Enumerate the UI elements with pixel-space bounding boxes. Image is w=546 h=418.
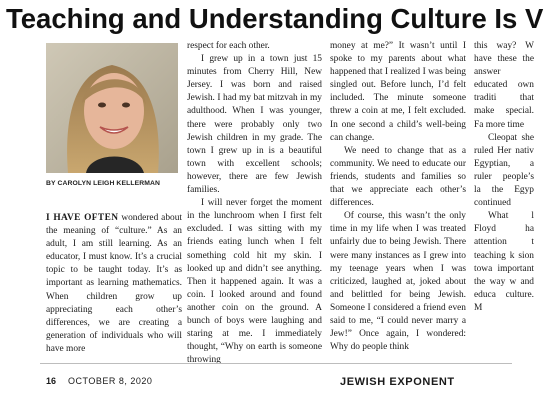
- paragraph: I grew up in a town just 15 minutes from Cherry Hill, New Jersey. I was born and raised Jewish. I had my bat mitzvah in my adulthood. When I was younger, there were probably only two Jewish children in my grade. The town I grew up in is a beautiful town with excellent schools; however, there are few Jewish families.: [187, 54, 322, 196]
- issue-date: OCTOBER 8, 2020: [68, 376, 153, 386]
- paragraph: What l Floyd ha attention t teaching k sion towa important the way w and educa culture. M: [474, 211, 534, 313]
- author-photo: [46, 43, 178, 173]
- article-column-1: [46, 212, 182, 356]
- lead-paragraph-text: wondered about the meaning of “culture.” As an adult, I am still learning. As an educator, I must know. It’s a crucial topic to be taught today. It’s as important as learning mathematics. When children grow up appreciating each other’s differences, we are creating a generation of individuals who will have more: [46, 213, 183, 354]
- paragraph: this way? W have these the answer educated own traditi that make special. Fa more time: [474, 41, 534, 130]
- paragraph: Cleopat she ruled Her nativ Egyptian, a ruler people’s la the Egyp continued: [474, 132, 534, 209]
- paragraph: I will never forget the moment in the lunchroom when I first felt excluded. I was sitting with my friends eating lunch when I felt something cold hit my skin. I looked up and didn’t see anything. Then it happened again. It was a coin. I looked around and found another coin on the ground. A bunch of boys were laughing and staring at me. I immediately thought, “Why on earth is someone throwing: [187, 198, 322, 366]
- footer-rule: [40, 363, 512, 364]
- paragraph: respect for each other.: [187, 41, 270, 51]
- paragraph: money at me?” It wasn’t until I spoke to my parents about what happened that I realized I was being singled out. Before lunch, I’d felt included. The minute someone threw a coin at me, I felt excluded. In one second a child’s well-being can change.: [330, 41, 466, 143]
- article-column-2: [187, 40, 322, 367]
- article-column-3: [330, 40, 466, 354]
- paragraph: We need to change that as a community. We need to educate our friends, students and families so that we appreciate each other’s differences.: [330, 145, 466, 209]
- article-column-4-cropped: [474, 40, 534, 315]
- page-number: 16: [46, 376, 57, 386]
- headline: Teaching and Understanding Culture Is V: [6, 3, 544, 34]
- lead-in-caps: I HAVE OFTEN: [46, 213, 119, 223]
- publication-name: JEWISH EXPONENT: [340, 376, 455, 388]
- byline: BY CAROLYN LEIGH KELLERMAN: [46, 180, 161, 187]
- paragraph: Of course, this wasn’t the only time in my life when I was treated unfairly due to being Jewish. There were many instances as I grew into my teenage years when I was criticized, laughed at, joked about and belittled for being Jewish. Someone I considered a friend even said to me, “I could never marry a Jew!” Once again, I wondered: Why do people think: [330, 211, 466, 353]
- lead-paragraph: [46, 212, 182, 356]
